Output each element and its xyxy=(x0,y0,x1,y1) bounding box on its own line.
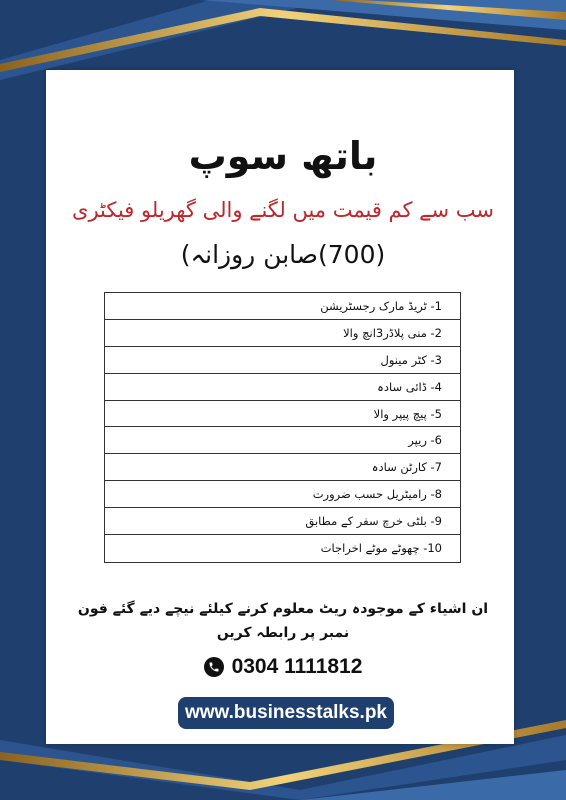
table-row: 2- منی پلاڈر3انچ والا xyxy=(105,320,460,347)
capacity-text: (700)صابن روزانہ) xyxy=(180,240,386,269)
website-link[interactable]: www.businesstalks.pk xyxy=(178,697,394,729)
table-row: 9- بلٹی خرچ سفر کے مطابق xyxy=(105,508,460,535)
table-row: 10- چھوٹے موٹے اخراجات xyxy=(320,541,442,556)
phone-number[interactable]: 0304 1111812 xyxy=(231,655,363,678)
contact-instructions: ان اشیاء کے موجودہ ریٹ معلوم کرنے کیلئے نیچے دیے گئے فون نمبر پر رابطہ کریں xyxy=(77,601,489,641)
table-row: 5- پیچ پیپر والا xyxy=(105,401,460,428)
phone-contact xyxy=(0,655,566,679)
table-row: 3- کٹر مینول xyxy=(105,347,460,374)
subtitle: سب سے کم قیمت میں لگنے والی گھریلو فیکٹری xyxy=(72,198,494,222)
whatsapp-phone-icon xyxy=(204,657,224,677)
requirements-table xyxy=(104,292,461,563)
table-row: 4- ڈائی سادہ xyxy=(105,374,460,401)
table-row: 8- رامیٹریل حسب ضرورت xyxy=(105,481,460,508)
table-row: 7- کارٹن سادہ xyxy=(105,454,460,481)
table-row: 6- ریپر xyxy=(105,427,460,454)
table-row: 1- ٹریڈ مارک رجسٹریشن xyxy=(105,293,460,320)
page-title: باتھ سوپ xyxy=(188,134,378,178)
